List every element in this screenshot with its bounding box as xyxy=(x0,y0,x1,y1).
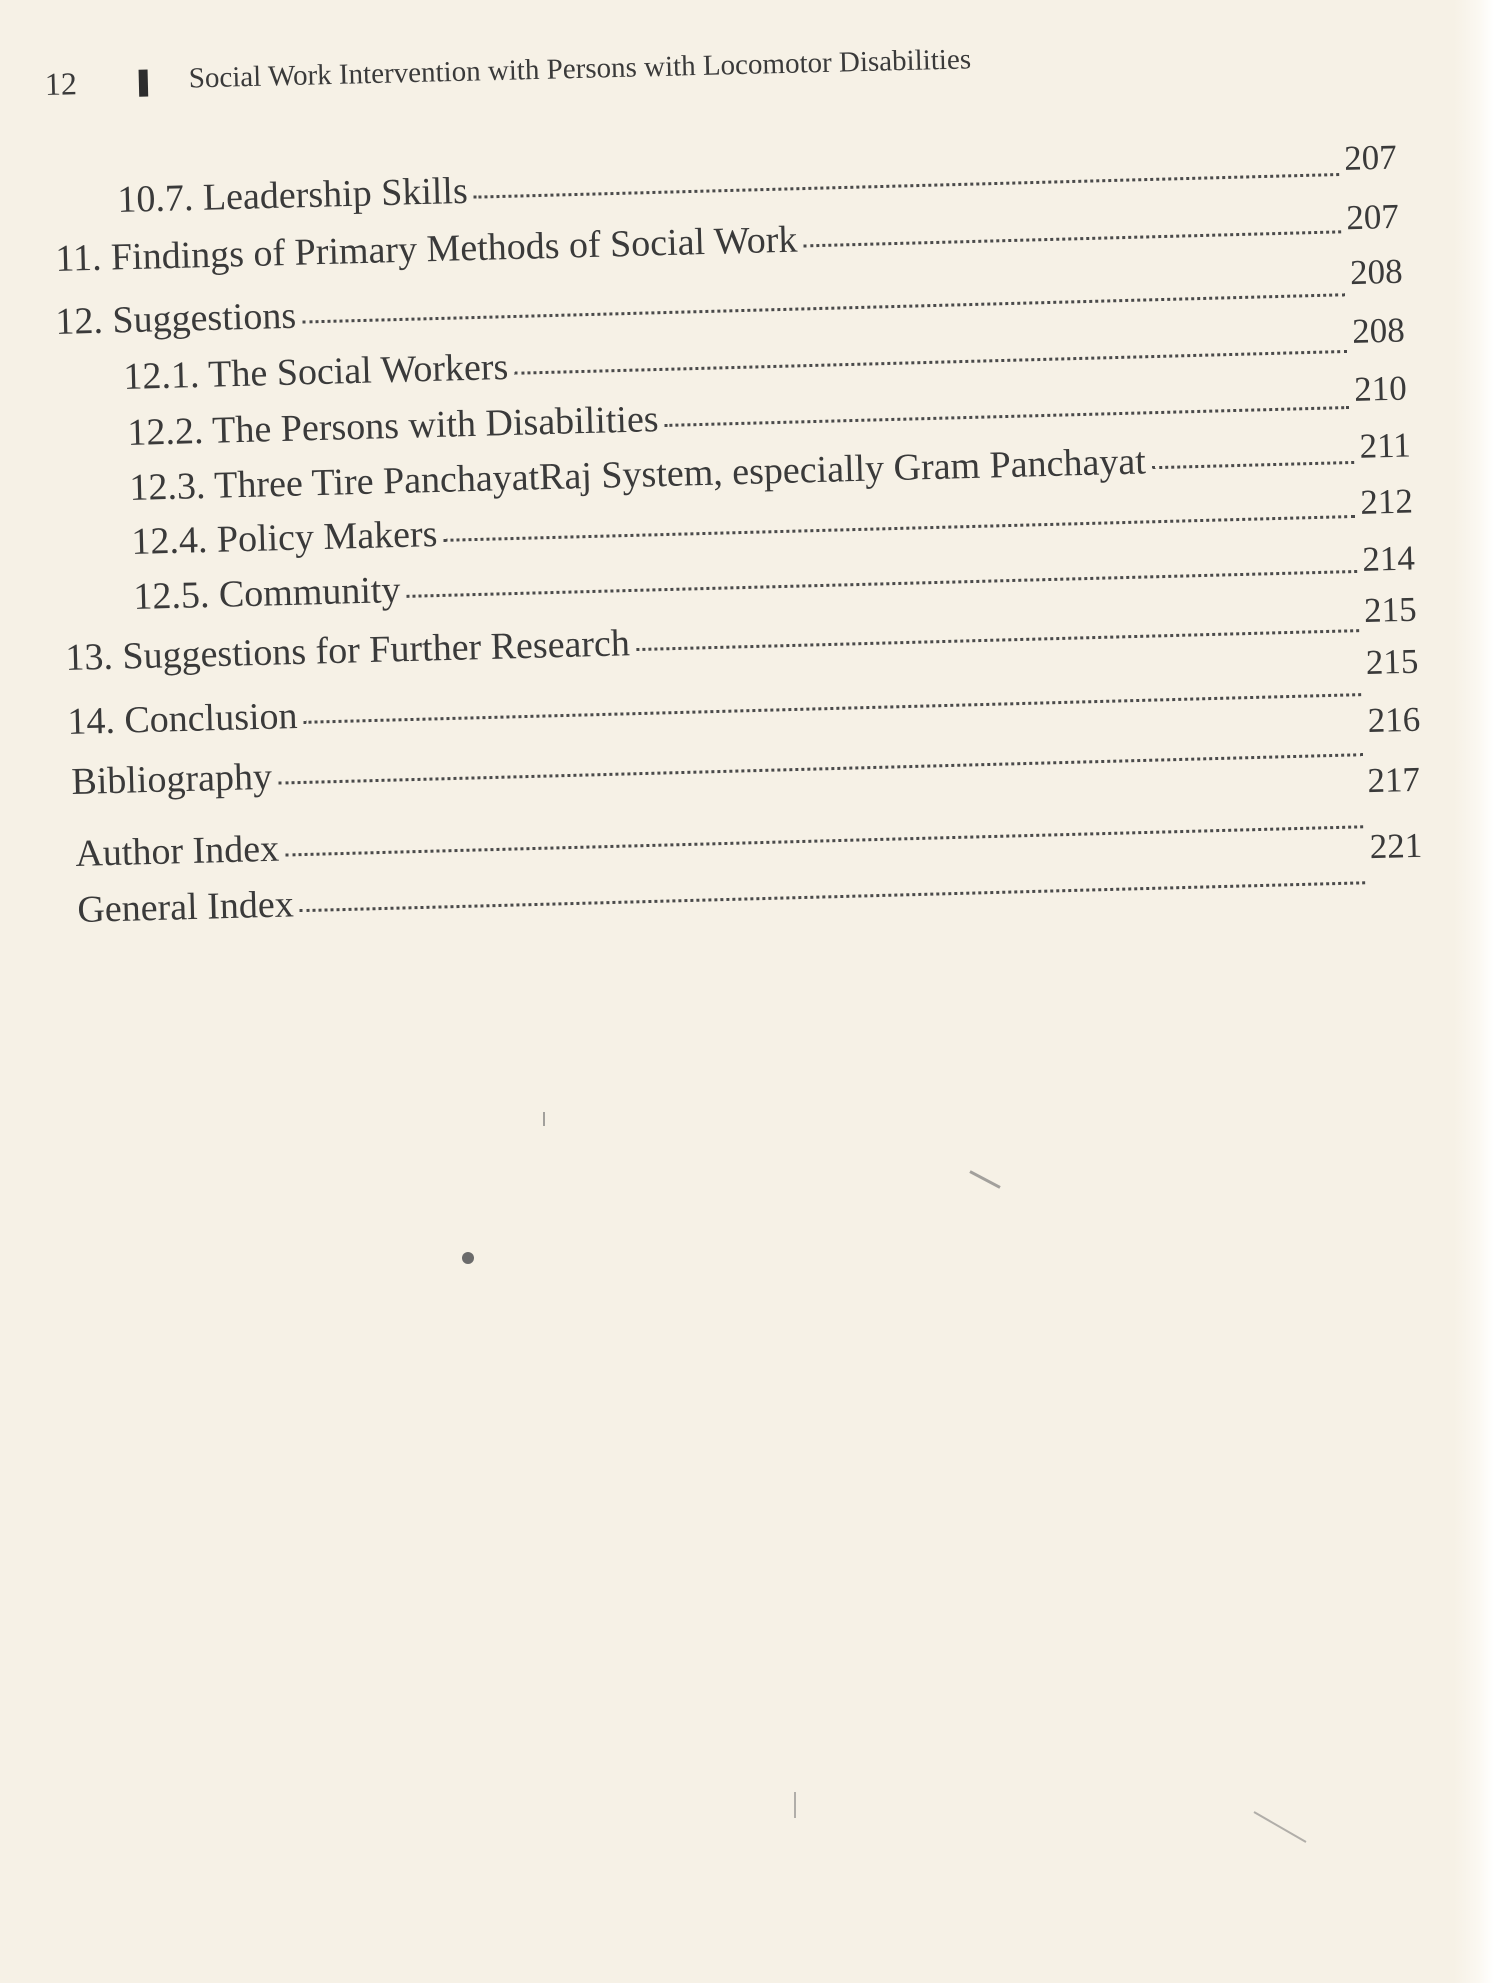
toc-leader-dots xyxy=(444,515,1355,542)
toc-entry-page: 207 xyxy=(1343,137,1398,178)
page-number: 12 xyxy=(44,65,78,102)
toc-leader-dots xyxy=(514,350,1346,375)
book-title: Social Work Intervention with Persons with Locomotor Disabilities xyxy=(188,43,972,95)
toc-entry-page: 212 xyxy=(1359,481,1414,522)
toc-entry-page: 217 xyxy=(1366,759,1421,801)
scan-speck xyxy=(794,1792,796,1818)
toc-leader-dots xyxy=(474,173,1339,199)
toc-entry-page: 210 xyxy=(1353,368,1408,409)
toc-leader-dots xyxy=(278,753,1363,784)
toc-entry-title: 12.2. The Persons with Disabilities xyxy=(126,398,660,455)
toc-entry-title: Author Index xyxy=(74,827,280,876)
toc-entry-title: 10.7. Leadership Skills xyxy=(116,169,469,222)
toc-entry-title: 14. Conclusion xyxy=(66,694,299,744)
toc-entry-page: 208 xyxy=(1349,251,1404,293)
toc-entry-page: 207 xyxy=(1345,196,1400,238)
toc-entry-page: 216 xyxy=(1367,699,1421,741)
toc-entry-title: 11. Findings of Primary Methods of Social Work xyxy=(54,218,798,281)
toc-entry-page: 221 xyxy=(1369,825,1423,867)
toc-entry-page: 211 xyxy=(1359,425,1412,466)
toc-entry-page: 214 xyxy=(1361,538,1416,579)
toc-entry-title: General Index xyxy=(76,883,295,932)
toc-entry-page: 208 xyxy=(1351,310,1406,351)
toc-leader-dots xyxy=(665,406,1349,427)
toc-leader-dots xyxy=(300,881,1365,912)
toc-leader-dots xyxy=(304,693,1361,724)
toc-leader-dots xyxy=(803,230,1340,247)
toc-entry-title: 12.1. The Social Workers xyxy=(122,345,509,399)
toc-entry-page: 215 xyxy=(1365,641,1419,682)
toc-entry-title: 13. Suggestions for Further Research xyxy=(64,622,631,680)
toc-leader-dots xyxy=(1152,461,1354,469)
toc-leader-dots xyxy=(636,629,1359,651)
toc-entry-title: 12.5. Community xyxy=(132,569,401,619)
scan-speck xyxy=(462,1252,474,1264)
toc-entry-page: 215 xyxy=(1363,589,1418,630)
scan-speck xyxy=(543,1112,545,1126)
toc-leader-dots xyxy=(285,825,1363,856)
toc-entry-title: Bibliography xyxy=(70,755,273,804)
toc-leader-dots xyxy=(407,570,1357,598)
toc-entry-title: 12.3. Three Tire PanchayatRaj System, especially Gram Panchayat xyxy=(128,440,1147,510)
toc-entry-title: 12.4. Policy Makers xyxy=(130,513,438,564)
toc-leader-dots xyxy=(302,293,1345,323)
toc-entry-title: 12. Suggestions xyxy=(54,294,297,344)
